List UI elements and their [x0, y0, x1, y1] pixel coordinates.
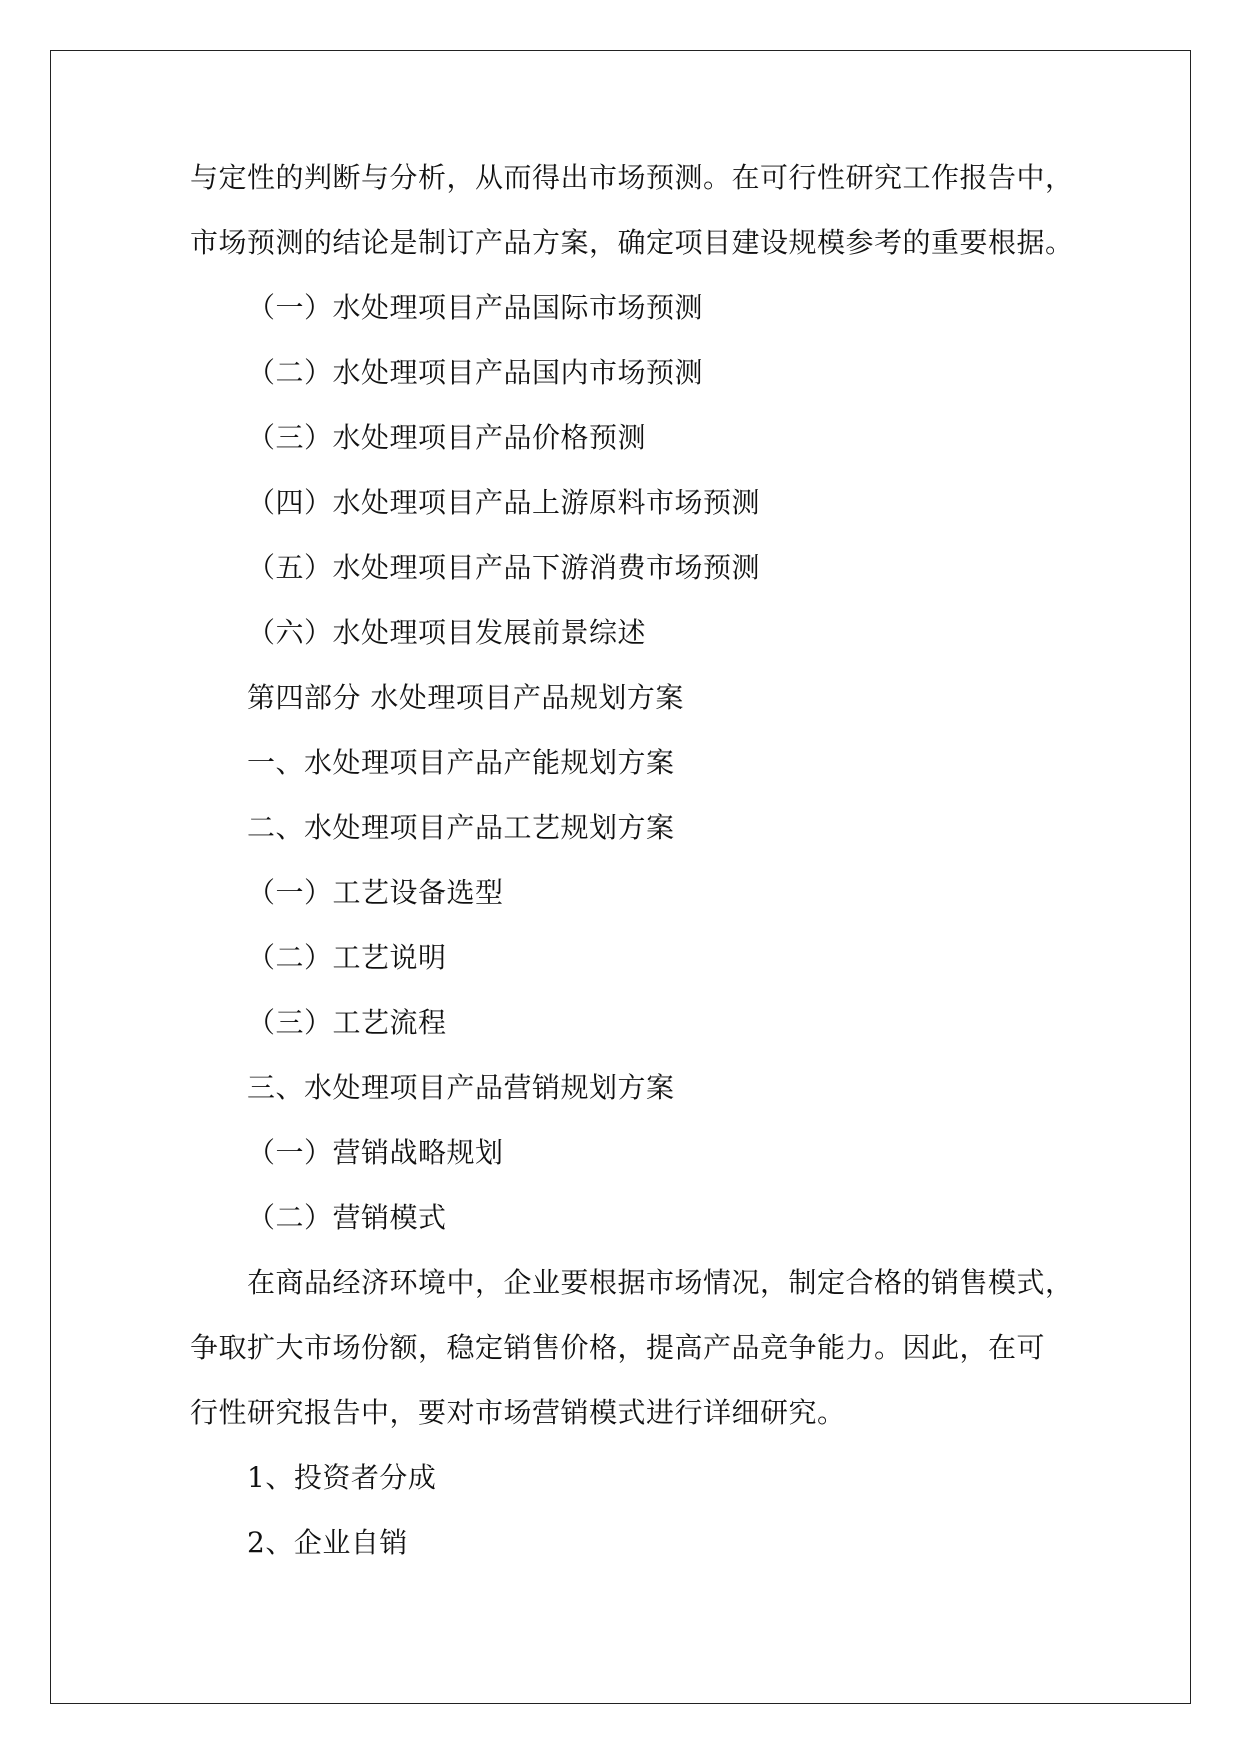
body-text-line: 行性研究报告中，要对市场营销模式进行详细研究。	[190, 1396, 846, 1429]
section-heading: 三、水处理项目产品营销规划方案	[247, 1071, 675, 1104]
section-heading: 一、水处理项目产品产能规划方案	[247, 746, 675, 779]
subsection-heading: （三）工艺流程	[247, 1006, 447, 1039]
subsection-heading: （一）工艺设备选型	[247, 876, 504, 909]
list-item: 2、企业自销	[247, 1526, 408, 1559]
subsection-heading: （二）营销模式	[247, 1201, 447, 1234]
subsection-heading: （一）水处理项目产品国际市场预测	[247, 291, 704, 324]
body-text-line: 争取扩大市场份额，稳定销售价格，提高产品竞争能力。因此，在可	[190, 1331, 1046, 1364]
body-text-line: 市场预测的结论是制订产品方案，确定项目建设规模参考的重要根据。	[190, 226, 1074, 259]
subsection-heading: （六）水处理项目发展前景综述	[247, 616, 647, 649]
subsection-heading: （二）工艺说明	[247, 941, 447, 974]
subsection-heading: （四）水处理项目产品上游原料市场预测	[247, 486, 761, 519]
body-text-line: 与定性的判断与分析，从而得出市场预测。在可行性研究工作报告中，	[190, 161, 1074, 194]
subsection-heading: （二）水处理项目产品国内市场预测	[247, 356, 704, 389]
body-text-line: 在商品经济环境中，企业要根据市场情况，制定合格的销售模式，	[247, 1266, 1074, 1299]
subsection-heading: （三）水处理项目产品价格预测	[247, 421, 647, 454]
part-heading: 第四部分 水处理项目产品规划方案	[247, 681, 684, 714]
section-heading: 二、水处理项目产品工艺规划方案	[247, 811, 675, 844]
list-item: 1、投资者分成	[247, 1461, 437, 1494]
subsection-heading: （五）水处理项目产品下游消费市场预测	[247, 551, 761, 584]
subsection-heading: （一）营销战略规划	[247, 1136, 504, 1169]
